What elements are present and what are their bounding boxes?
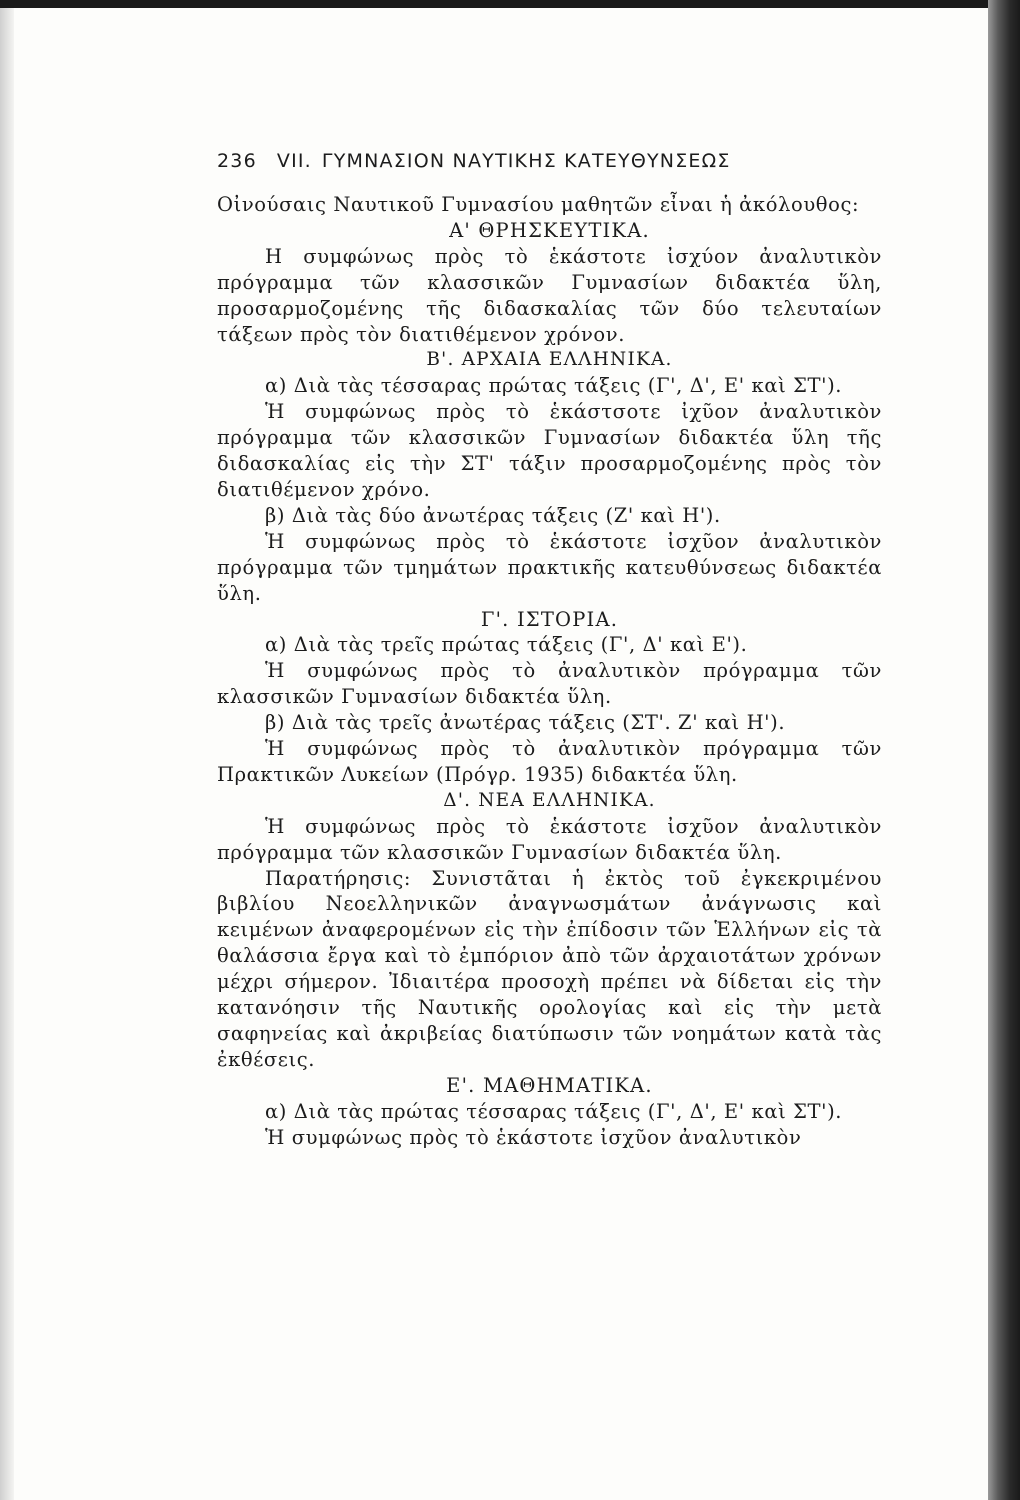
heading-religion: Α' ΘΡΗΣΚΕΥΤΙΚΑ.: [449, 218, 650, 242]
heading-ancient-greek: Β'. ΑΡΧΑΙΑ ΕΛΛΗΝΙΚΑ.: [426, 349, 673, 371]
heading-history: Γ'. ΙΣΤΟΡΙΑ.: [480, 607, 619, 631]
paragraph-history-2: Ἡ συμφώνως πρὸς τὸ ἀναλυτικὸν πρόγραμμα τῶν κλασσικῶν Γυμνασίων διδακτέα ὕλη.: [217, 659, 882, 709]
chapter-title: ΓΥΜΝΑΣΙΟΝ ΝΑΥΤΙΚΗΣ ΚΑΤΕΥΘΥΝΣΕΩΣ: [321, 150, 731, 172]
paragraph-intro: Οἰνούσαις Ναυτικοῦ Γυμνασίου μαθητῶν εἶναι ἡ ἀκόλουθος:: [217, 193, 860, 216]
paragraph-ancient-greek-4: Ἡ συμφώνως πρὸς τὸ ἑκάστοτε ἰσχῦον ἀναλυτικὸν πρόγραμμα τῶν τμημάτων πρακτικῆς κατευθύνσεως διδακτέα ὕλη.: [217, 529, 882, 605]
paragraph-religion: Η συμφώνως πρὸς τὸ ἑκάστοτε ἰσχύον ἀναλυτικὸν πρόγραμμα τῶν κλασσικῶν Γυμνασίων διδακτέα ὕλη, προσαρμοζομένης τῆς διδασκαλίας τῶν δύο τελευταίων τάξεων πρὸς τὸν διατιθέμενον χρόνον.: [217, 244, 882, 346]
paragraph-modern-greek-1: Ἡ συμφώνως πρὸς τὸ ἑκάστοτε ἰσχῦον ἀναλυτικὸν πρόγραμμα τῶν κλασσικῶν Γυμνασίων διδακτέα ὕλη.: [217, 814, 882, 864]
section-number: VII.: [276, 150, 312, 172]
page-body: [217, 192, 882, 1151]
paragraph-mathematics-1: α) Διὰ τὰς πρώτας τέσσαρας τάξεις (Γ', Δ', Ε' καὶ ΣΤ').: [265, 1099, 843, 1123]
book-page: [217, 148, 882, 1151]
page-number: 236: [217, 150, 257, 172]
paragraph-modern-greek-note: Παρατήρησις: Συνιστᾶται ἡ ἐκτὸς τοῦ ἐγκεκριμένου βιβλίου Νεοελληνικῶν ἀναγνωσμάτων ἀνάγνωσις καὶ κειμένων ἀναφερομένων εἰς τὴν ἐπίδοσιν τῶν Ἑλλήνων εἰς τὰ θαλάσσια ἔργα καὶ τὸ ἐμπόριον ἀπὸ τῶν ἀρχαιοτάτων χρόνων μέχρι σήμερον. Ἰδιαιτέρα προσοχὴ πρέπει νὰ δίδεται εἰς τὴν κατανόησιν τῆς Ναυτικῆς ορολογίας καὶ εἰς τὴν μετὰ σαφηνείας καὶ ἀκριβείας διατύπωσιν τῶν νοημάτων κατὰ τὰς ἐκθέσεις.: [217, 866, 882, 1071]
heading-mathematics: Ε'. ΜΑΘΗΜΑΤΙΚΑ.: [446, 1073, 653, 1097]
paragraph-ancient-greek-2: Ἡ συμφώνως πρὸς τὸ ἑκάστσοτε ἰχῦον ἀναλυτικὸν πρόγραμμα τῶν κλασσικῶν Γυμνασίων διδακτέα ὕλη τῆς διδασκαλίας εἰς τὴν ΣΤ' τάξιν προσαρμοζομένης πρὸς τὸν διατιθέμενον χρόνο.: [217, 400, 882, 501]
scan-left-edge: [0, 0, 14, 1500]
heading-modern-greek: Δ'. ΝΕΑ ΕΛΛΗΝΙΚΑ.: [443, 789, 656, 811]
paragraph-ancient-greek-1: α) Διὰ τὰς τέσσαρας πρώτας τάξεις (Γ', Δ', Ε' καὶ ΣΤ').: [265, 374, 843, 398]
running-header: [217, 148, 882, 174]
paragraph-history-1: α) Διὰ τὰς τρεῖς πρώτας τάξεις (Γ', Δ' καὶ Ε').: [265, 633, 748, 657]
paragraph-mathematics-2: Ἡ συμφώνως πρὸς τὸ ἑκάστοτε ἰσχῦον ἀναλυτικὸν: [265, 1125, 802, 1149]
scan-top-edge: [0, 0, 1020, 8]
scan-right-edge: [988, 0, 1020, 1500]
paragraph-ancient-greek-3: β) Διὰ τὰς δύο ἀνωτέρας τάξεις (Ζ' καὶ Η').: [265, 503, 721, 527]
paragraph-history-3: β) Διὰ τὰς τρεῖς ἀνωτέρας τάξεις (ΣΤ'. Ζ' καὶ Η').: [265, 711, 786, 735]
paragraph-history-4: Ἡ συμφώνως πρὸς τὸ ἀναλυτικὸν πρόγραμμα τῶν Πρακτικῶν Λυκείων (Πρόγρ. 1935) διδακτέα ὕλη.: [217, 737, 882, 786]
